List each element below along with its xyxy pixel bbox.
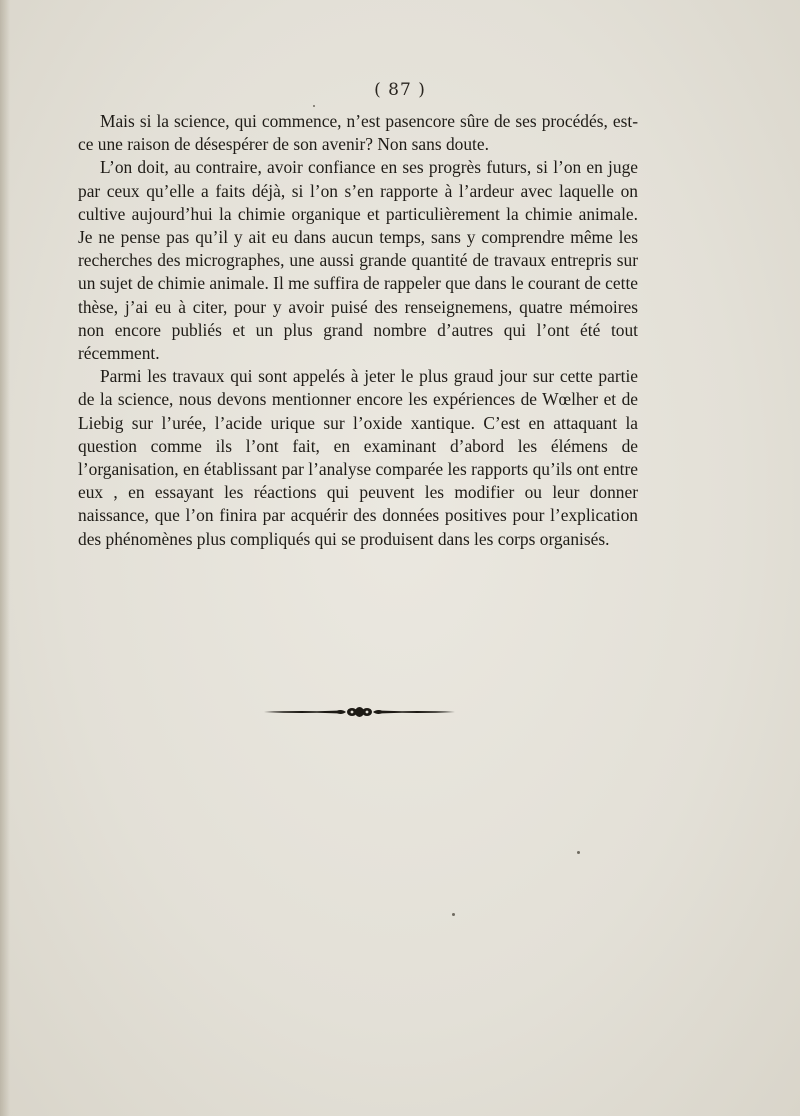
paragraph-3: Parmi les travaux qui sont appelés à jeter le plus graud jour sur cette partie de la science, nous devons mentionner encore les expériences de Wœlher et de Liebig sur l’urée, l’acide urique sur l’oxide xantique. C’est en attaquant la question comme ils l’ont fait, en examinant d’abord les élémens de l’organisation, en établissant par l’analyse comparée les rapports qu’ils ont entre eux , en essayant les réactions qui peuvent les modifier ou leur donner naissance, que l’on finira par acquérir des données positives pour l’explication des phénomènes plus compliqués qui se produisent dans les corps organisés. xyxy=(78,366,638,549)
paper-speck xyxy=(313,105,315,107)
paragraph-1: Mais si la science, qui commence, n’est pasencore sûre de ses procédés, est-ce une raison de désespérer de son avenir? Non sans doute. xyxy=(78,111,638,155)
body-text xyxy=(78,110,638,551)
paper-speck xyxy=(452,913,455,916)
page-edge-shadow xyxy=(0,0,10,1116)
paper-speck xyxy=(577,851,580,854)
paragraph-2: L’on doit, au contraire, avoir confiance en ses progrès futurs, si l’on en juge par ceux qu’elle a faits déjà, si l’on s’en rapporte à l’ardeur avec laquelle on cultive aujourd’hui la chimie organique et particulièrement la chimie animale. Je ne pense pas qu’il y ait eu dans aucun temps, sans y comprendre même les recherches des micrographes, une aussi grande quantité de travaux entrepris sur un sujet de chimie animale. Il me suffira de rappeler que dans le courant de cette thèse, j’ai eu à citer, pour y avoir puisé des renseignemens, quatre mémoires non encore publiés et un plus grand nombre d’autres qui l’ont été tout récemment. xyxy=(78,157,638,364)
page-number: ( 87 ) xyxy=(374,80,426,100)
decorative-rule-ornament xyxy=(262,703,457,721)
